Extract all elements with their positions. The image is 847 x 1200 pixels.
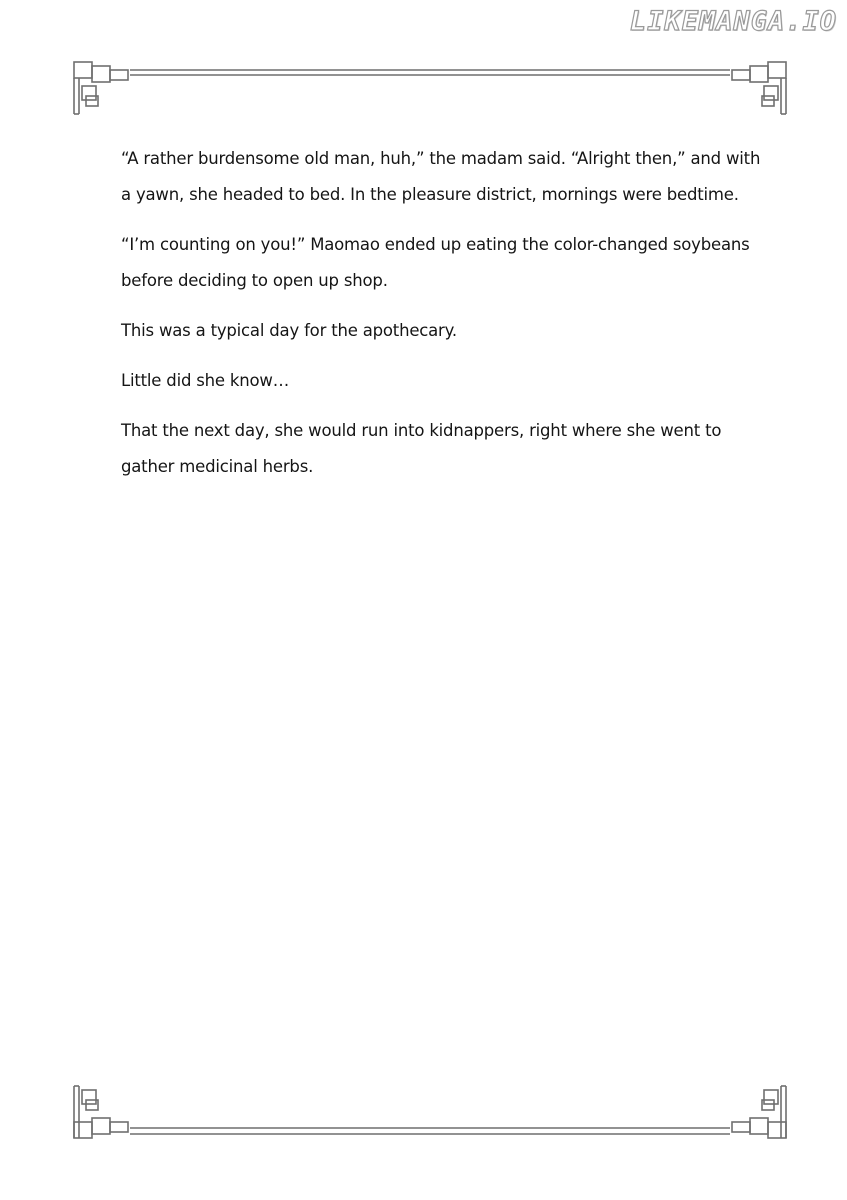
watermark-logo: LIKEMANGA.IO	[629, 6, 837, 37]
top-left-knot-ornament	[74, 62, 128, 114]
paragraph: That the next day, she would run into kidnappers, right where she went to gather medicinal herbs.	[121, 421, 722, 476]
bottom-right-knot-ornament	[732, 1086, 786, 1138]
paragraph: “A rather burdensome old man, huh,” the madam said. “Alright then,” and with a yawn, she headed to bed. In the pleasure district, mornings were bedtime.	[121, 149, 761, 204]
paragraph: “I’m counting on you!” Maomao ended up eating the color-changed soybeans before deciding to open up shop.	[121, 235, 750, 290]
paragraph: Little did she know…	[121, 371, 290, 390]
paragraph: This was a typical day for the apothecary.	[121, 321, 457, 340]
novel-text-body	[121, 141, 771, 499]
bottom-left-knot-ornament	[74, 1086, 128, 1138]
top-right-knot-ornament	[732, 62, 786, 114]
